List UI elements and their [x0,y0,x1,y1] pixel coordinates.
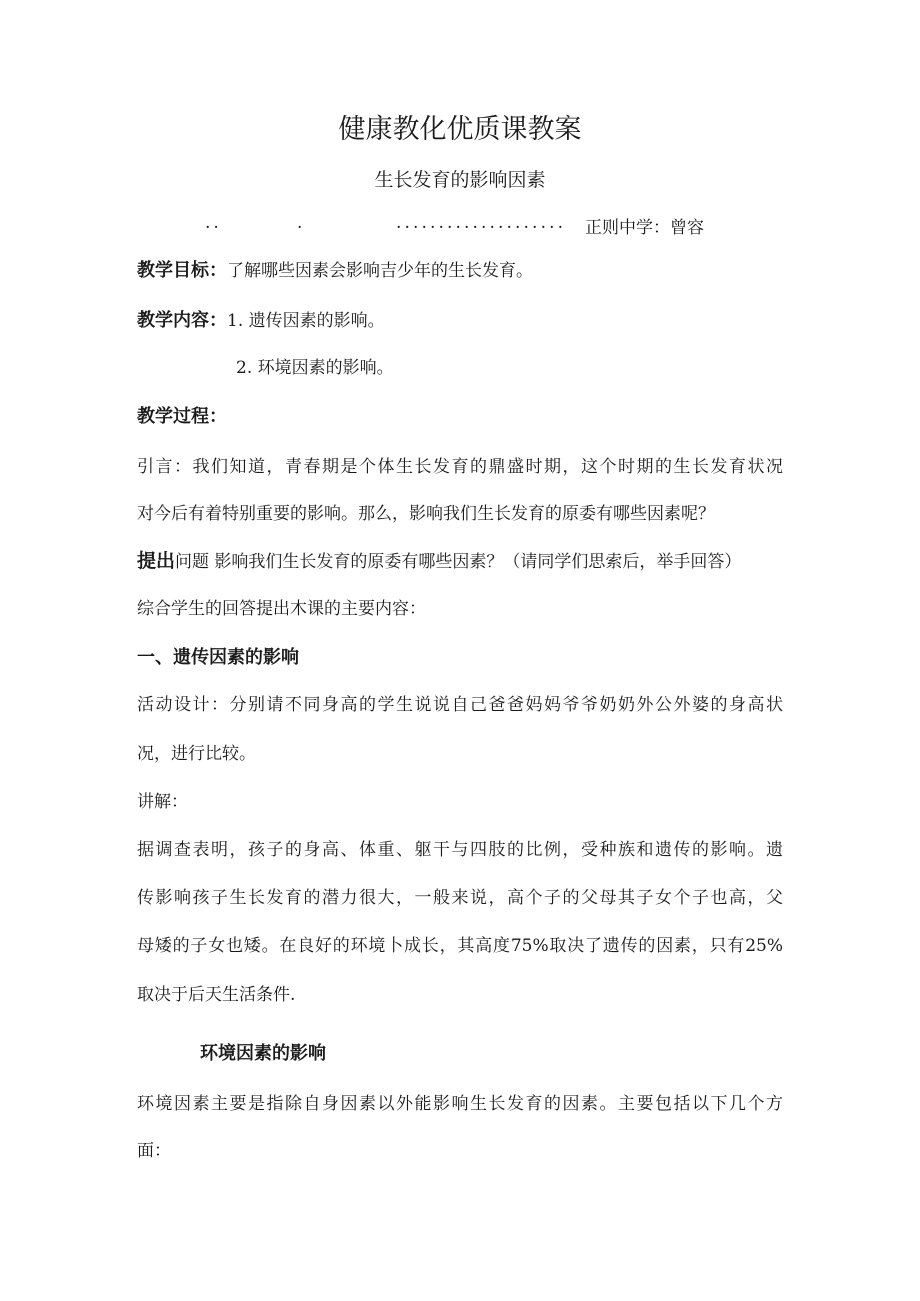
teaching-content-item-2: 2. 环境因素的影响。 [236,358,394,378]
leader-dots-3: .................... [396,213,567,233]
question-text: 问题 影响我们生长发育的原委有哪些因素？（请同学们思索后，举手回答） [175,552,742,572]
teaching-goal-label: 教学目标： [137,260,227,281]
section-1-heading: 一、遗传因素的影响 [137,647,299,668]
teaching-process-label: 教学过程： [137,406,227,427]
summary-line: 综合学生的回答提出木课的主要内容： [137,599,426,619]
question-line [137,549,741,574]
activity-line-1: 活动设计：分别请不同身高的学生说说自己爸爸妈妈爷爷奶奶外公外婆的身高状 [137,695,783,715]
environment-line-2: 面： [137,1141,171,1161]
teaching-goal [137,259,533,283]
teaching-content-item-1: 1. 遗传因素的影响。 [227,311,385,331]
document-subtitle: 生长发育的影响因素 [374,169,546,191]
environment-line-1: 环境因素主要是指除自身因素以外能影响生长发育的因素。主要包括以下几个方 [137,1094,783,1114]
question-prefix: 提出 [137,550,176,572]
genetic-para-line-4: 取决于后天生活条件. [137,985,296,1005]
explain-label: 讲解： [137,792,188,812]
leader-dots-1: .. [205,213,222,233]
document-title: 健康教化优质课教案 [338,114,582,145]
genetic-para-line-2: 传影响孩子生长发育的潜力很大，一般来说，高个子的父母其子女个子也高，父 [137,888,783,908]
leader-dots-2: . [297,213,303,233]
teaching-content [137,309,385,333]
genetic-para-line-1: 据调查表明，孩子的身高、体重、躯干与四肢的比例，受种族和遗传的影响。遗 [137,840,783,860]
intro-line-2: 对今后有着特别重要的影响。那么，影响我们生长发育的原委有哪些因素呢？ [137,504,715,524]
author-line: 正则中学：曾容 [585,218,704,238]
intro-line-1: 引言：我们知道，青春期是个体生长发育的鼎盛时期，这个时期的生长发育状况 [137,457,783,477]
teaching-content-label: 教学内容： [137,310,227,331]
genetic-para-line-3: 母矮的子女也矮。在良好的环境卜成长，其高度75%取决了遗传的因素，只有25% [137,936,783,956]
section-2-heading: 环境因素的影响 [200,1043,326,1064]
teaching-goal-text: 了解哪些因素会影响吉少年的生长发育。 [227,261,533,281]
activity-line-2: 况，进行比较。 [137,744,256,764]
